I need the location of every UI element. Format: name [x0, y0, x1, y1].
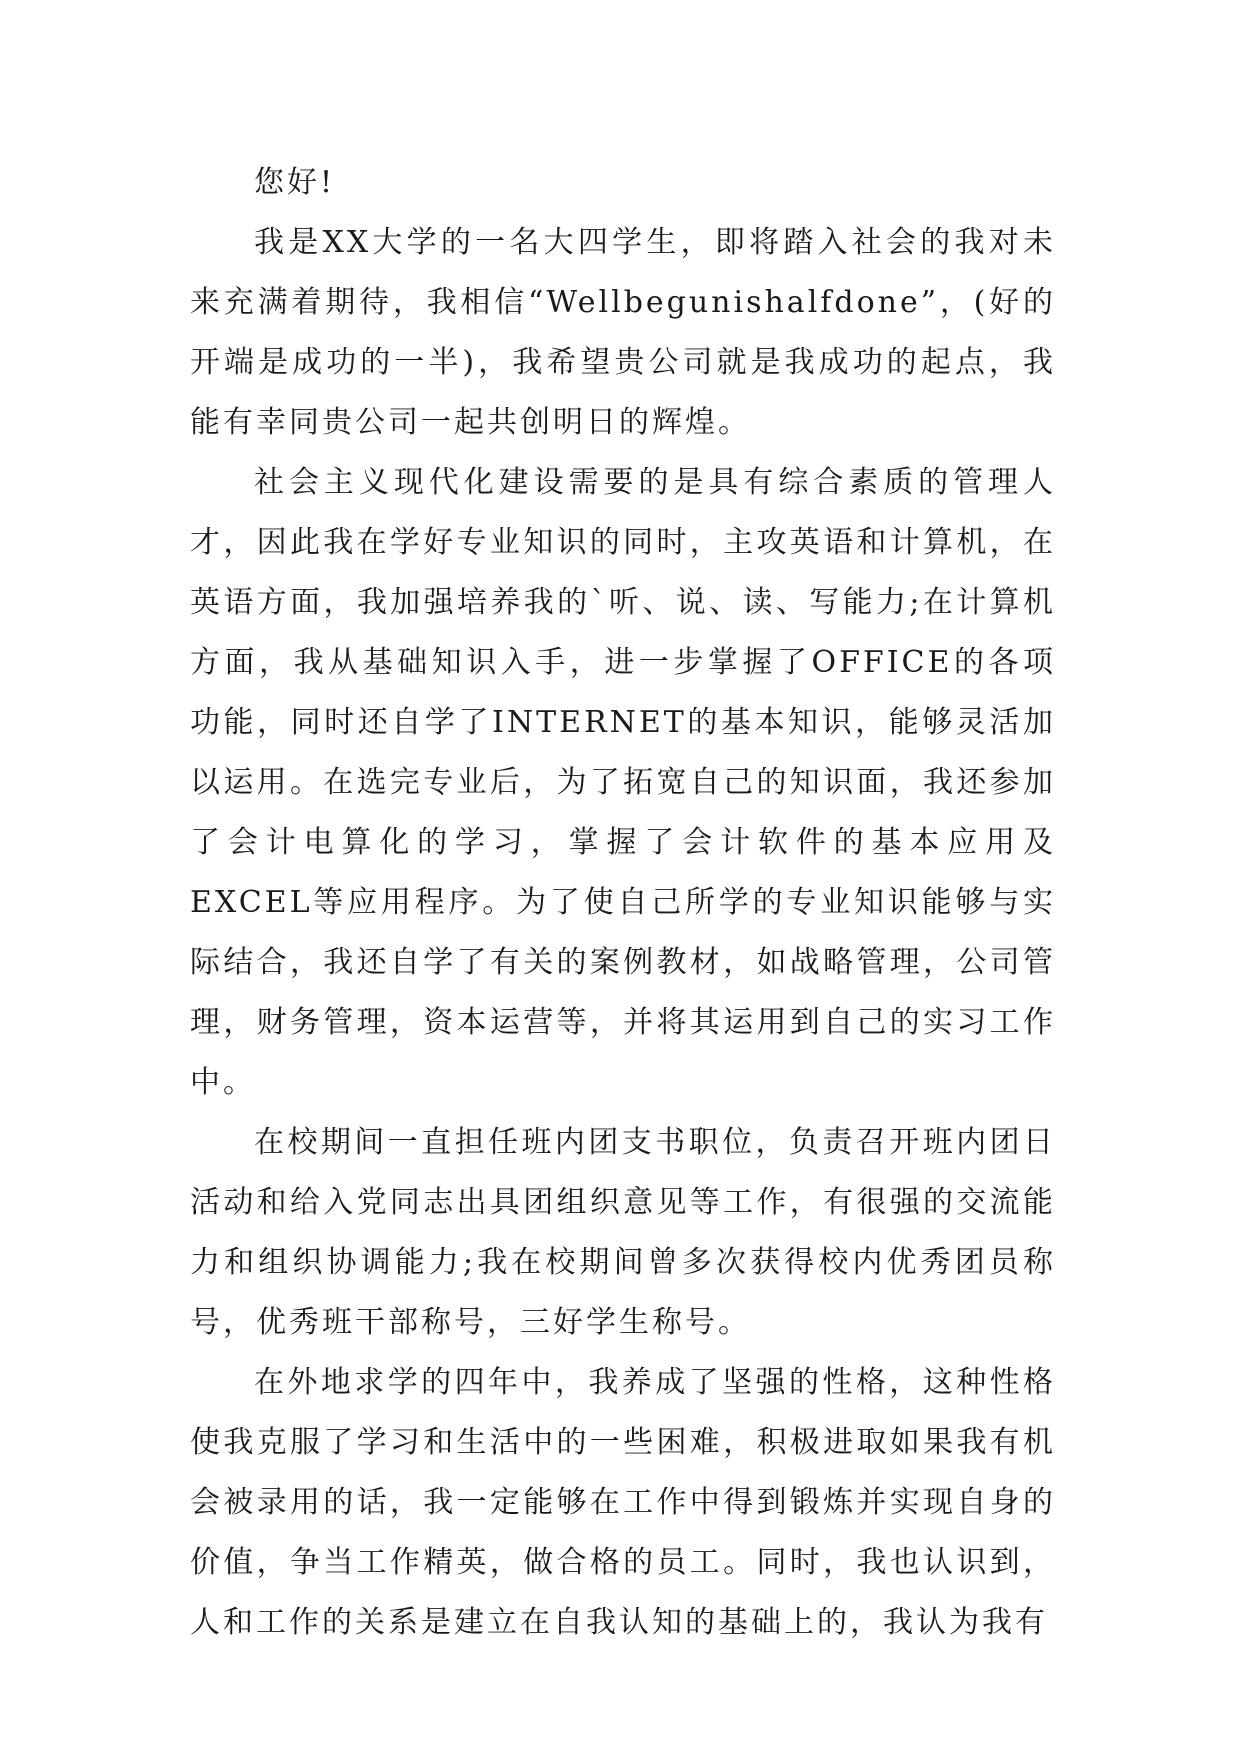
letter-body [190, 153, 1056, 1653]
letter-greeting: 您好! [254, 165, 336, 200]
paragraph-character: 在外地求学的四年中，我养成了坚强的性格，这种性格使我克服了学习和生活中的一些困难，积极进取如果我有机会被录用的话，我一定能够在工作中得到锻炼并实现自身的价值，争当工作精英，做合格的员工。同时，我也认识到，人和工作的关系是建立在自我认知的基础上的，我认为我有 [190, 1365, 1056, 1640]
paragraph-campus-roles: 在校期间一直担任班内团支书职位，负责召开班内团日活动和给入党同志出具团组织意见等工作，有很强的交流能力和组织协调能力;我在校期间曾多次获得校内优秀团员称号，优秀班干部称号，三好学生称号。 [190, 1125, 1056, 1340]
paragraph-introduction: 我是XX大学的一名大四学生，即将踏入社会的我对未来充满着期待，我相信“Wellbegunishalfdone”，(好的开端是成功的一半)，我希望贵公司就是我成功的起点，我能有幸同贵公司一起共创明日的辉煌。 [190, 225, 1056, 440]
paragraph-skills: 社会主义现代化建设需要的是具有综合素质的管理人才，因此我在学好专业知识的同时，主攻英语和计算机，在英语方面，我加强培养我的`听、说、读、写能力;在计算机方面，我从基础知识入手，进一步掌握了OFFICE的各项功能，同时还自学了INTERNET的基本知识，能够灵活加以运用。在选完专业后，为了拓宽自己的知识面，我还参加了会计电算化的学习，掌握了会计软件的基本应用及EXCEL等应用程序。为了使自己所学的专业知识能够与实际结合，我还自学了有关的案例教材，如战略管理，公司管理，财务管理，资本运营等，并将其运用到自己的实习工作中。 [190, 465, 1056, 1100]
